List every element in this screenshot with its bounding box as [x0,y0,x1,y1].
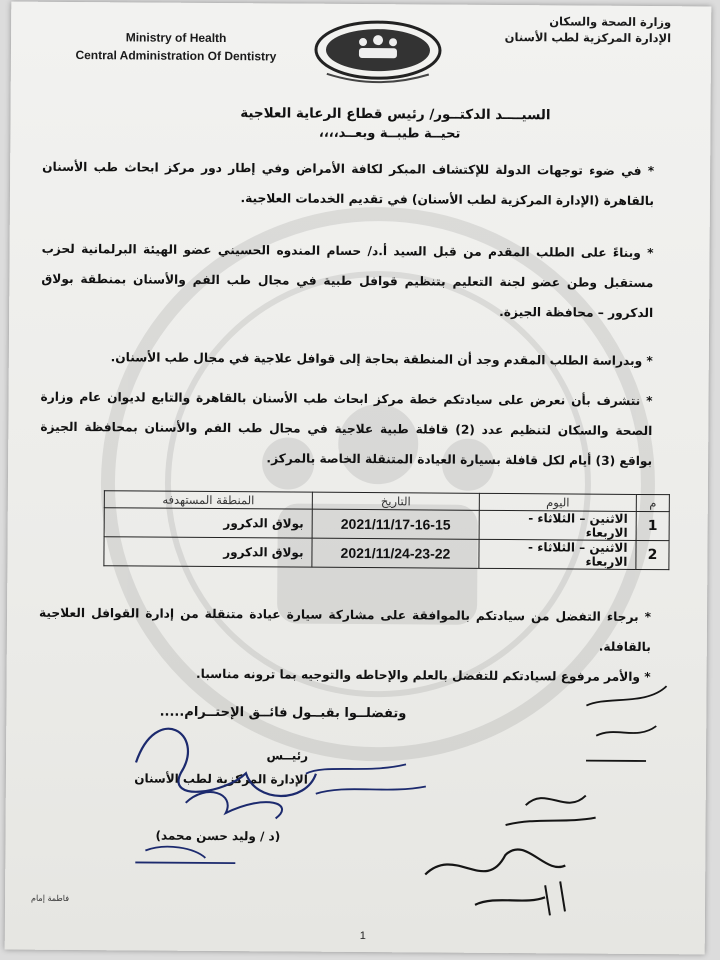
signatory-title [118,742,308,791]
header-num: م [636,494,669,511]
row-num: 1 [636,511,669,540]
signatory-name: (د / وليد حسن محمد) [155,828,281,844]
page-number: 1 [359,930,366,943]
table-row [104,537,669,570]
paragraph-2: * وبناءً على الطلب المقدم من قبل السيد أ.د/ حسام المندوه الحسيني عضو الهيئة البرلمانية لحزب مستقبل وطن عضو لجنة التعليم بتنظيم قوافل طبية في مجال طب الفم والأسنان بمنطقة بولاق الدكرور – محافظة الجيزة. [41,241,654,321]
ministry-name-ar: وزارة الصحة والسكان [549,14,672,30]
signatory-role: رئيــس [266,748,309,763]
row-day: الاثنين – الثلاثاء - الاربعاء [479,510,636,540]
paragraph-1: * في ضوء توجهات الدولة للإكتشاف المبكر لكافة الأمراض وفي إطار دور مركز ابحاث طب الأسنان بالقاهرة (الإدارة المركزية لطب الأسنان) في تقديم الخدمات العلاجية. [42,159,655,209]
paragraph-5: * برجاء التفضل من سيادتكم بالموافقة على مشاركة سيارة عيادة متنقلة من إدارة القوافل العلاجية بالقافلة. [39,605,652,655]
caravan-schedule-table [103,490,670,570]
document-page [5,2,712,955]
row-num: 2 [636,540,669,569]
row-day: الاثنين – الثلاثاء - الاربعاء [479,539,636,569]
department-name-en: Central Administration Of Dentistry [75,48,277,64]
row-date: 2021/11/17-16-15 [312,509,479,539]
header-date: التاريخ [312,492,479,510]
row-area: بولاق الدكرور [104,537,312,567]
paragraph-3: * وبدراسة الطلب المقدم وجد أن المنطقة بحاجة إلى قوافل علاجية في مجال طب الأسنان. [110,350,653,369]
greeting: تحيــة طيبــة وبعــد،،،، [318,125,461,142]
ministry-name-en: Ministry of Health [125,30,227,46]
header-arabic [441,13,671,47]
row-date: 2021/11/24-23-22 [312,538,479,568]
ministry-logo [307,18,449,87]
paragraph-4: * نتشرف بأن نعرض على سيادتكم خطة مركز ابحاث طب الأسنان بالقاهرة والتابع لديوان عام وزارة الصحة والسكان لتنظيم عدد (2) قافلة طبية علاجية في مجال طب الفم والأسنان بمحافظة الجيزة بواقع (3) أيام لكل قافلة بسيارة العيادة المتنقلة الخاصة بالمركز. [40,389,653,469]
addressee-heading: السيــــد الدكتــور/ رئيس قطاع الرعاية العلاجية [240,105,551,124]
table-row [104,508,669,541]
closing-line: وتفضلــوا بقبــول فائــق الإحتــرام..... [159,704,407,722]
footer-note: فاطمة إمام [31,893,70,903]
header-area: المنطقة المستهدفه [104,491,312,509]
paragraph-6: * والأمر مرفوع لسيادتكم للتفضل بالعلم والإحاطه والتوجيه بما ترونه مناسبا. [195,666,651,685]
signatory-department: الإدارة المركزية لطب الأسنان [134,771,308,787]
header-english [61,28,291,66]
department-name-ar: الإدارة المركزية لطب الأسنان [504,30,672,46]
header-day: اليوم [479,493,636,511]
row-area: بولاق الدكرور [104,508,312,538]
handwritten-signatures [5,2,712,955]
